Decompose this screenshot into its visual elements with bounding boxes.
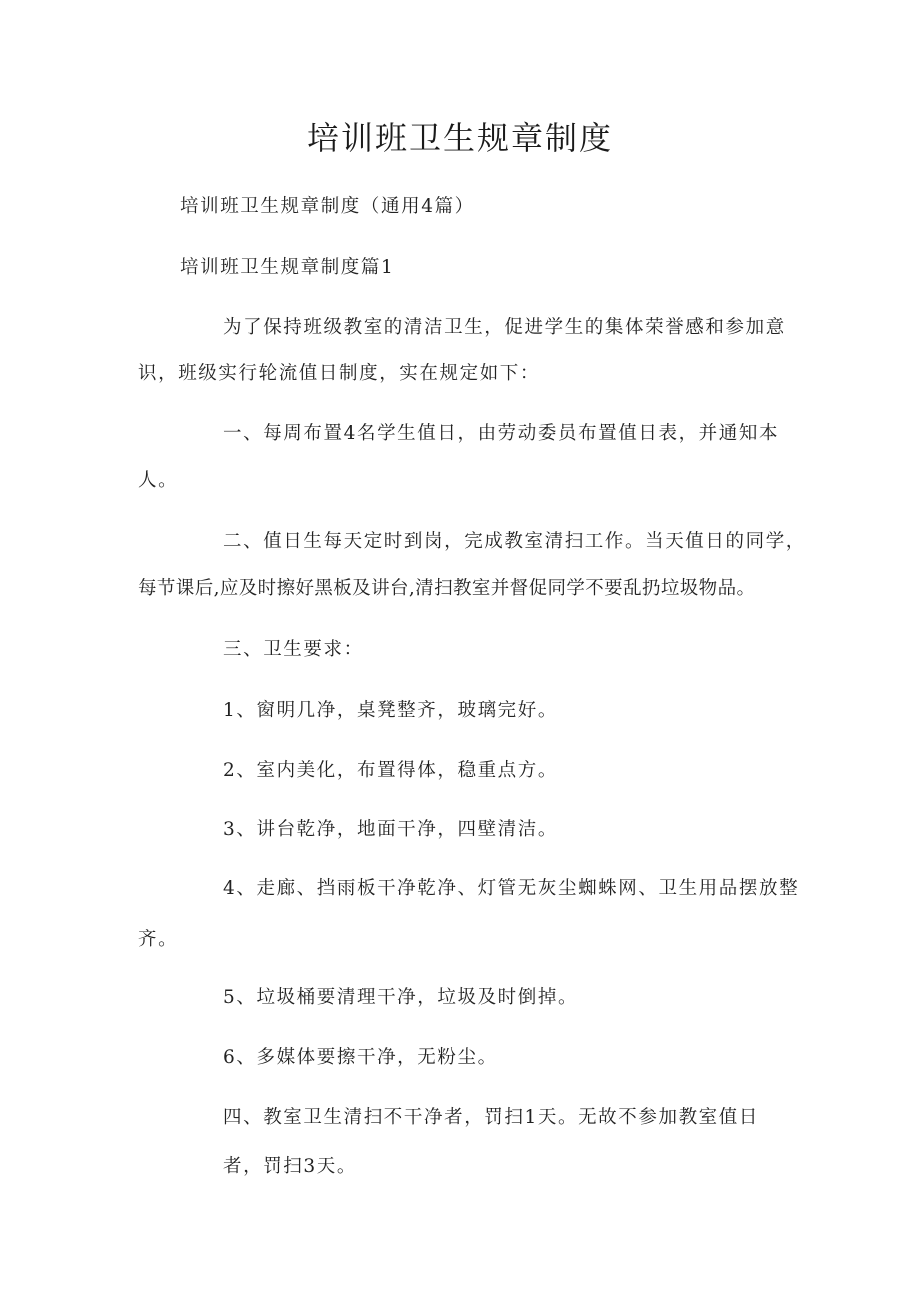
rule-2-line-2: 每节课后,应及时擦好黑板及讲台,清扫教室并督促同学不要乱扔垃圾物品。: [138, 578, 756, 599]
requirement-5: 5、垃圾桶要清理干净，垃圾及时倒掉。: [223, 987, 579, 1008]
document-subtitle: 培训班卫生规章制度（通用4篇）: [180, 196, 475, 217]
rule-4-line-1: 四、教室卫生清扫不干净者，罚扫1天。无故不参加教室值日: [223, 1107, 759, 1128]
rule-1-line-2: 人。: [138, 470, 179, 491]
document-title: 培训班卫生规章制度: [306, 119, 613, 157]
rule-2-line-1: 二、值日生每天定时到岗，完成教室清扫工作。当天值日的同学，: [223, 531, 806, 552]
section-heading: 培训班卫生规章制度篇1: [180, 257, 395, 278]
requirement-4-line-2: 齐。: [138, 929, 179, 950]
requirement-2: 2、室内美化，布置得体，稳重点方。: [223, 760, 558, 781]
requirement-3: 3、讲台乾净，地面干净，四壁清洁。: [223, 819, 558, 840]
rule-1-line-1: 一、每周布置4名学生值日，由劳动委员布置值日表，并通知本: [223, 423, 780, 444]
requirement-4-line-1: 4、走廊、挡雨板干净乾净、灯管无灰尘蜘蛛网、卫生用品摆放整: [223, 878, 800, 899]
requirement-6: 6、多媒体要擦干净，无粉尘。: [223, 1047, 498, 1068]
requirement-1: 1、窗明几净，桌凳整齐，玻璃完好。: [223, 700, 558, 721]
rule-3-heading: 三、卫生要求：: [223, 639, 364, 660]
intro-paragraph-line-1: 为了保持班级教室的清洁卫生，促进学生的集体荣誉感和参加意: [223, 317, 786, 338]
intro-paragraph-line-2: 识，班级实行轮流值日制度，实在规定如下：: [138, 363, 541, 384]
rule-4-line-2: 者，罚扫3天。: [223, 1156, 357, 1177]
